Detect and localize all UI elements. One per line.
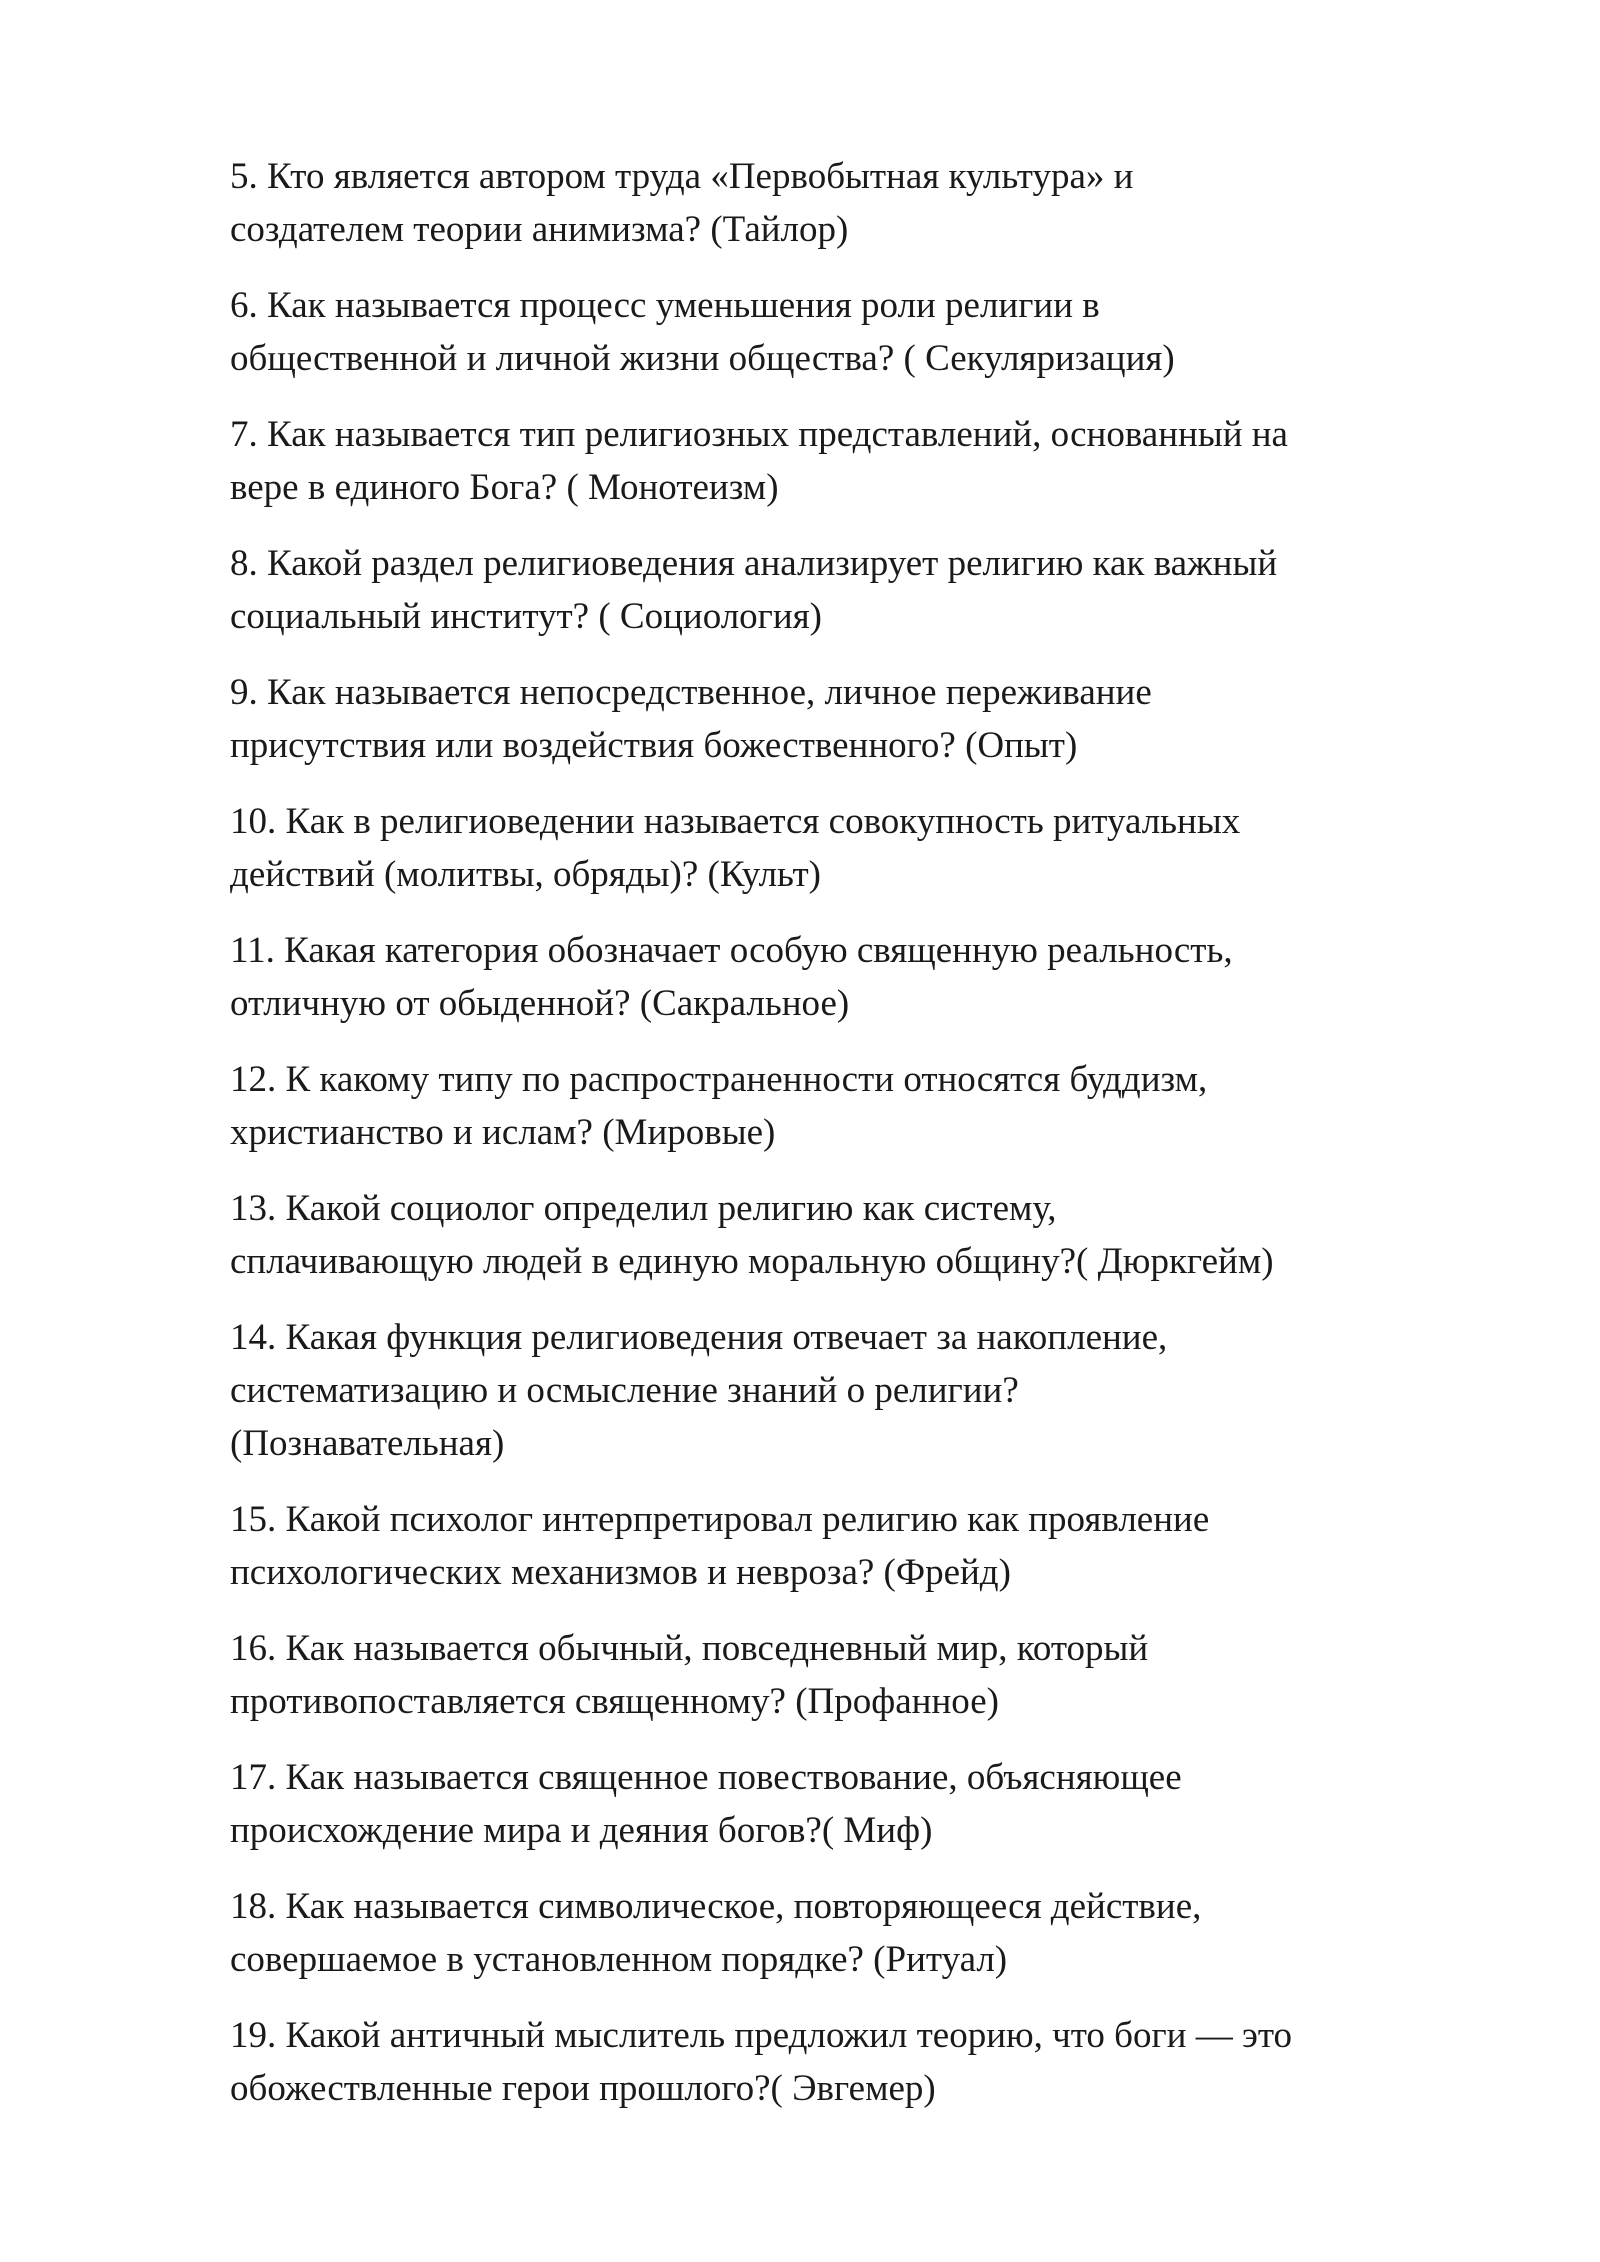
question-item bbox=[230, 408, 1530, 514]
question-line: присутствия или воздействия божественного? (Опыт) bbox=[230, 725, 1078, 766]
question-line: 15. Какой психолог интерпретировал религию как проявление bbox=[230, 1499, 1210, 1540]
question-line: 5. Кто является автором труда «Первобытная культура» и bbox=[230, 156, 1134, 197]
question-item bbox=[230, 537, 1530, 643]
question-item bbox=[230, 1182, 1530, 1288]
question-item bbox=[230, 924, 1530, 1030]
question-item bbox=[230, 666, 1530, 772]
question-line: обожествленные герои прошлого?( Эвгемер) bbox=[230, 2068, 936, 2109]
question-line: 18. Как называется символическое, повторяющееся действие, bbox=[230, 1886, 1202, 1927]
question-item bbox=[230, 795, 1530, 901]
question-line: 7. Как называется тип религиозных представлений, основанный на bbox=[230, 414, 1288, 455]
question-line: 17. Как называется священное повествование, объясняющее bbox=[230, 1757, 1182, 1798]
question-line: 16. Как называется обычный, повседневный мир, который bbox=[230, 1628, 1149, 1669]
question-line: противопоставляется священному? (Профанное) bbox=[230, 1681, 999, 1722]
question-line: социальный институт? ( Социология) bbox=[230, 596, 822, 637]
question-line: 10. Как в религиоведении называется совокупность ритуальных bbox=[230, 801, 1241, 842]
question-line: действий (молитвы, обряды)? (Культ) bbox=[230, 854, 822, 895]
document-page bbox=[230, 150, 1530, 2138]
question-line: 13. Какой социолог определил религию как систему, bbox=[230, 1188, 1057, 1229]
question-line: 14. Какая функция религиоведения отвечает за накопление, bbox=[230, 1317, 1168, 1358]
question-item bbox=[230, 1053, 1530, 1159]
question-line: 19. Какой античный мыслитель предложил теорию, что боги — это bbox=[230, 2015, 1293, 2056]
question-line: 9. Как называется непосредственное, личное переживание bbox=[230, 672, 1152, 713]
question-line: совершаемое в установленном порядке? (Ритуал) bbox=[230, 1939, 1008, 1980]
question-line: отличную от обыденной? (Сакральное) bbox=[230, 983, 850, 1024]
question-item bbox=[230, 1311, 1530, 1470]
question-item bbox=[230, 2009, 1530, 2115]
question-line: христианство и ислам? (Мировые) bbox=[230, 1112, 776, 1153]
question-line: сплачивающую людей в единую моральную общину?( Дюркгейм) bbox=[230, 1241, 1274, 1282]
question-item bbox=[230, 1622, 1530, 1728]
question-line: создателем теории анимизма? (Тайлор) bbox=[230, 209, 849, 250]
question-line: 12. К какому типу по распространенности относятся буддизм, bbox=[230, 1059, 1208, 1100]
question-line: 6. Как называется процесс уменьшения роли религии в bbox=[230, 285, 1100, 326]
question-line: 11. Какая категория обозначает особую священную реальность, bbox=[230, 930, 1233, 971]
question-item bbox=[230, 279, 1530, 385]
question-line: общественной и личной жизни общества? ( Секуляризация) bbox=[230, 338, 1175, 379]
question-line: 8. Какой раздел религиоведения анализирует религию как важный bbox=[230, 543, 1278, 584]
question-item bbox=[230, 150, 1530, 256]
question-line: вере в единого Бога? ( Монотеизм) bbox=[230, 467, 779, 508]
question-line: психологических механизмов и невроза? (Фрейд) bbox=[230, 1552, 1011, 1593]
question-line: (Познавательная) bbox=[230, 1423, 505, 1464]
question-item bbox=[230, 1751, 1530, 1857]
question-line: систематизацию и осмысление знаний о религии? bbox=[230, 1370, 1019, 1411]
question-item bbox=[230, 1880, 1530, 1986]
question-line: происхождение мира и деяния богов?( Миф) bbox=[230, 1810, 933, 1851]
question-item bbox=[230, 1493, 1530, 1599]
